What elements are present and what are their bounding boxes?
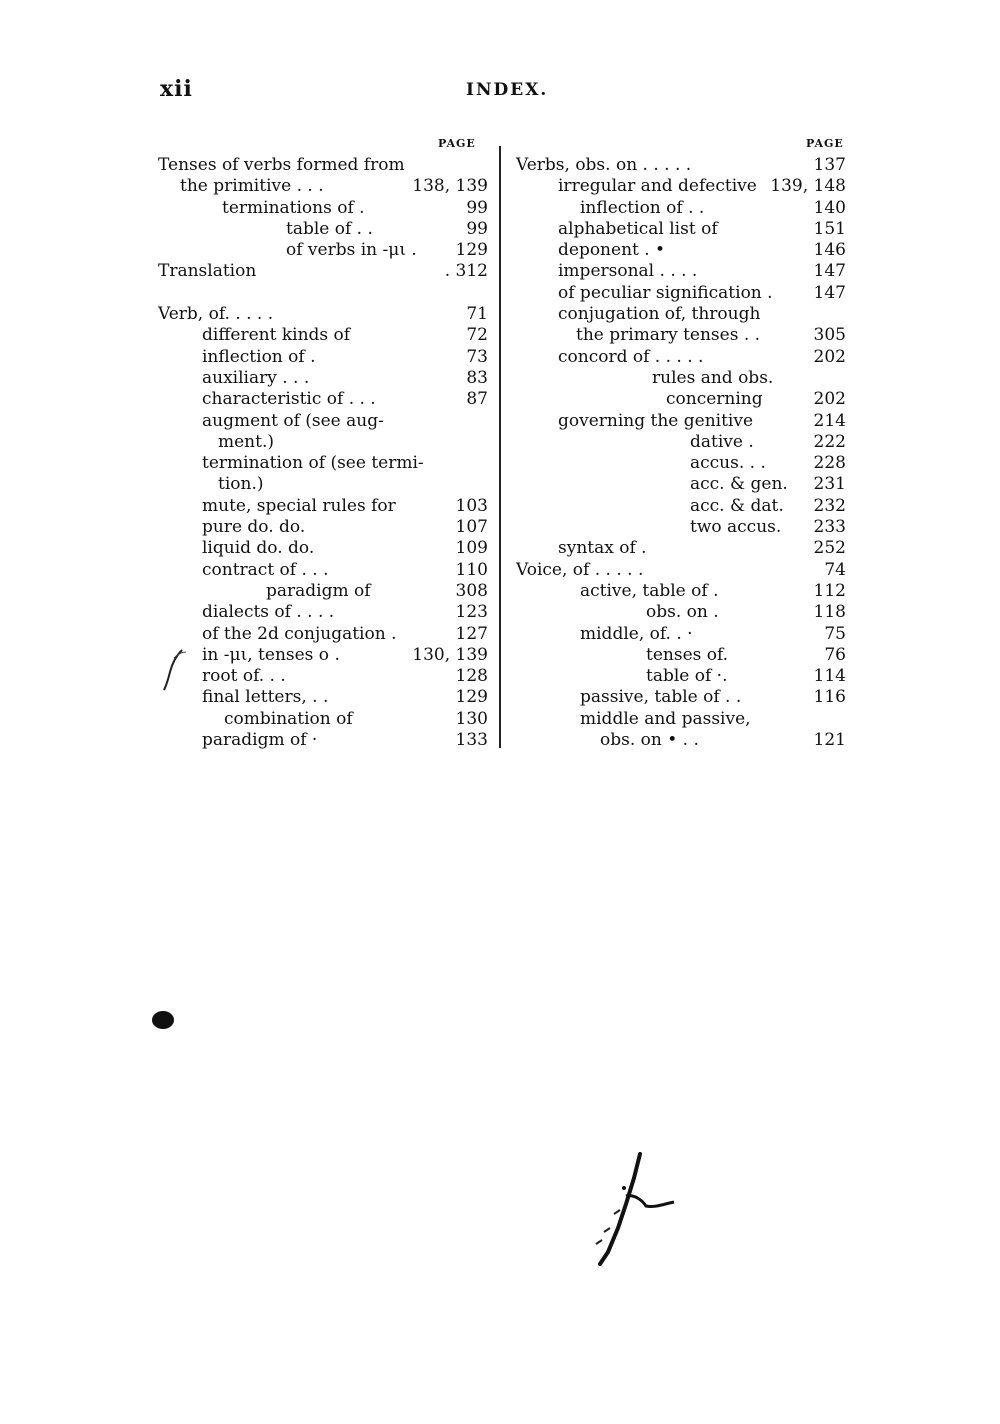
entry-label: root of. . . (202, 666, 286, 687)
entry-label: dative . (690, 431, 754, 452)
entry-page-number: 233 (813, 517, 846, 538)
entry-page-number: 107 (455, 517, 488, 538)
entry-label: inflection of . . (580, 197, 705, 218)
entry-label: active, table of . (580, 580, 719, 601)
left-index-entry (158, 496, 488, 517)
entry-label: acc. & gen. (690, 474, 788, 495)
entry-label: dialects of . . . . (202, 602, 335, 623)
entry-label: paradigm of (266, 580, 371, 601)
page-title: INDEX. (466, 80, 549, 100)
entry-page-number: 71 (466, 304, 488, 325)
left-index-entry (158, 560, 488, 581)
entry-label: in -μι, tenses o . (202, 644, 340, 665)
right-index-entry (516, 176, 846, 197)
entry-page-number: 73 (466, 346, 488, 367)
right-index-entry (516, 602, 846, 623)
right-index-entry (516, 155, 846, 176)
left-index-entry (158, 368, 488, 389)
left-index-entry (158, 624, 488, 645)
entry-label: conjugation of, through (558, 304, 761, 325)
entry-page-number: 146 (813, 240, 846, 261)
entry-label: of verbs in -μι . (286, 240, 417, 261)
left-index-entry (158, 517, 488, 538)
entry-label: of peculiar signification . (558, 282, 773, 303)
left-index-entry (158, 411, 488, 432)
entry-page-number: 127 (455, 623, 488, 644)
entry-label: irregular and defective (558, 176, 757, 197)
entry-label: obs. on • . . (600, 730, 699, 751)
entry-label: the primary tenses . . (576, 325, 761, 346)
entry-page-number: 140 (813, 197, 846, 218)
entry-label: governing the genitive (558, 410, 754, 431)
entry-page-number: 228 (813, 453, 846, 474)
left-index-entry (158, 347, 488, 368)
entry-label: different kinds of (202, 325, 351, 346)
right-index-entry (516, 261, 846, 282)
left-index-entry (158, 453, 488, 474)
entry-page-number: 222 (813, 431, 846, 452)
entry-label: accus. . . (690, 453, 766, 474)
entry-page-number: 103 (455, 495, 488, 516)
left-index-entry (158, 730, 488, 751)
entry-page-number: 129 (455, 240, 488, 261)
right-page-column-label: PAGE (806, 137, 844, 150)
entry-page-number: 118 (813, 602, 846, 623)
entry-page-number: 130, 139 (412, 644, 488, 665)
index-right-column (516, 155, 846, 751)
left-index-entry (158, 325, 488, 346)
entry-page-number: 74 (824, 559, 846, 580)
entry-label: paradigm of · (202, 730, 318, 751)
entry-page-number: 202 (813, 346, 846, 367)
right-index-entry (516, 581, 846, 602)
entry-page-number: 128 (455, 666, 488, 687)
column-divider (499, 146, 501, 748)
right-index-entry (516, 389, 846, 410)
entry-page-number: 116 (813, 687, 846, 708)
entry-label: liquid do. do. (202, 538, 315, 559)
entry-label: middle, of. . · (580, 623, 693, 644)
right-index-entry (516, 517, 846, 538)
entry-page-number: 308 (455, 580, 488, 601)
entry-page-number: 110 (455, 559, 488, 580)
left-index-entry (158, 176, 488, 197)
entry-label: Verb, of. . . . . (158, 304, 274, 325)
entry-label: termination of (see termi- (202, 453, 424, 474)
right-index-entry (516, 560, 846, 581)
right-index-entry (516, 666, 846, 687)
right-index-entry (516, 368, 846, 389)
left-index-entry (158, 283, 488, 304)
handwritten-tick-mark (162, 646, 188, 692)
right-index-entry (516, 496, 846, 517)
entry-label: tenses of. (646, 644, 729, 665)
entry-page-number: 83 (466, 367, 488, 388)
entry-label: impersonal . . . . (558, 261, 698, 282)
entry-page-number: 109 (455, 538, 488, 559)
entry-label: mute, special rules for (202, 495, 396, 516)
right-index-entry (516, 198, 846, 219)
left-index-entry (158, 474, 488, 495)
right-index-entry (516, 347, 846, 368)
right-index-entry (516, 453, 846, 474)
left-index-entry (158, 261, 488, 282)
left-index-entry (158, 709, 488, 730)
left-index-entry (158, 645, 488, 666)
entry-label: Tenses of verbs formed from (158, 155, 405, 175)
right-index-entry (516, 432, 846, 453)
page-number: xii (160, 76, 193, 102)
entry-label: the primitive . . . (180, 176, 324, 197)
entry-label: inflection of . (202, 346, 316, 367)
entry-label: middle and passive, (580, 708, 751, 729)
index-left-column (158, 155, 488, 751)
left-index-entry (158, 432, 488, 453)
entry-page-number: 114 (813, 666, 846, 687)
entry-page-number: 305 (813, 325, 846, 346)
right-index-entry (516, 411, 846, 432)
entry-page-number: 147 (813, 282, 846, 303)
entry-page-number: 99 (466, 218, 488, 239)
entry-label: pure do. do. (202, 517, 306, 538)
left-index-entry (158, 602, 488, 623)
entry-label: rules and obs. (652, 367, 774, 388)
left-index-entry (158, 304, 488, 325)
entry-page-number: 151 (813, 218, 846, 239)
entry-label: table of . . (286, 218, 373, 239)
entry-page-number: 76 (824, 644, 846, 665)
right-index-entry (516, 645, 846, 666)
entry-label: Verbs, obs. on . . . . . (516, 155, 692, 175)
entry-page-number: 232 (813, 495, 846, 516)
entry-label: final letters, . . (202, 687, 329, 708)
entry-label: of the 2d conjugation . (202, 623, 397, 644)
right-index-entry (516, 304, 846, 325)
entry-page-number: 147 (813, 261, 846, 282)
right-index-entry (516, 687, 846, 708)
entry-page-number: 129 (455, 687, 488, 708)
entry-label: obs. on . (646, 602, 719, 623)
entry-page-number: 72 (466, 325, 488, 346)
entry-label: concord of . . . . . (558, 346, 704, 367)
entry-label: two accus. (690, 517, 782, 538)
entry-page-number: 231 (813, 474, 846, 495)
left-index-entry (158, 219, 488, 240)
entry-label: tion.) (218, 474, 264, 495)
entry-label: passive, table of . . (580, 687, 742, 708)
entry-page-number: 133 (455, 730, 488, 751)
right-index-entry (516, 709, 846, 730)
entry-label: deponent . • (558, 240, 666, 261)
entry-label: acc. & dat. (690, 495, 784, 516)
right-index-entry (516, 538, 846, 559)
entry-page-number: 252 (813, 538, 846, 559)
right-index-entry (516, 474, 846, 495)
entry-label: table of ·. (646, 666, 728, 687)
entry-page-number: 139, 148 (770, 176, 846, 197)
entry-label: alphabetical list of (558, 218, 718, 239)
left-index-entry (158, 240, 488, 261)
entry-page-number: 99 (466, 197, 488, 218)
right-index-entry (516, 240, 846, 261)
entry-label: ment.) (218, 431, 274, 452)
entry-page-number: 87 (466, 389, 488, 410)
right-index-entry (516, 624, 846, 645)
entry-page-number: 138, 139 (412, 176, 488, 197)
right-index-entry (516, 283, 846, 304)
left-index-entry (158, 581, 488, 602)
entry-label: contract of . . . (202, 559, 329, 580)
entry-label: augment of (see aug- (202, 410, 384, 431)
entry-page-number: 202 (813, 389, 846, 410)
left-index-entry (158, 155, 488, 176)
ink-blot-mark (152, 1011, 174, 1029)
right-index-entry (516, 730, 846, 751)
entry-label: auxiliary . . . (202, 367, 310, 388)
entry-page-number: 112 (813, 580, 846, 601)
right-index-entry (516, 219, 846, 240)
entry-label: characteristic of . . . (202, 389, 376, 410)
entry-label: Voice, of . . . . . (516, 559, 644, 580)
entry-label: concerning (666, 389, 763, 410)
entry-page-number: 123 (455, 602, 488, 623)
entry-page-number: 121 (813, 730, 846, 751)
entry-page-number: 137 (813, 155, 846, 175)
left-page-column-label: PAGE (438, 137, 476, 150)
left-index-entry (158, 538, 488, 559)
left-index-entry (158, 687, 488, 708)
entry-page-number: 130 (455, 708, 488, 729)
left-index-entry (158, 198, 488, 219)
entry-page-number: 75 (824, 623, 846, 644)
entry-label: Translation (158, 261, 257, 282)
left-index-entry (158, 666, 488, 687)
handwritten-scrawl-mark (574, 1148, 684, 1268)
entry-label: syntax of . (558, 538, 647, 559)
right-index-entry (516, 325, 846, 346)
entry-label: terminations of . (222, 197, 365, 218)
left-index-entry (158, 389, 488, 410)
entry-label: combination of (224, 708, 353, 729)
entry-page-number: 214 (813, 410, 846, 431)
entry-page-number: . 312 (444, 261, 488, 282)
